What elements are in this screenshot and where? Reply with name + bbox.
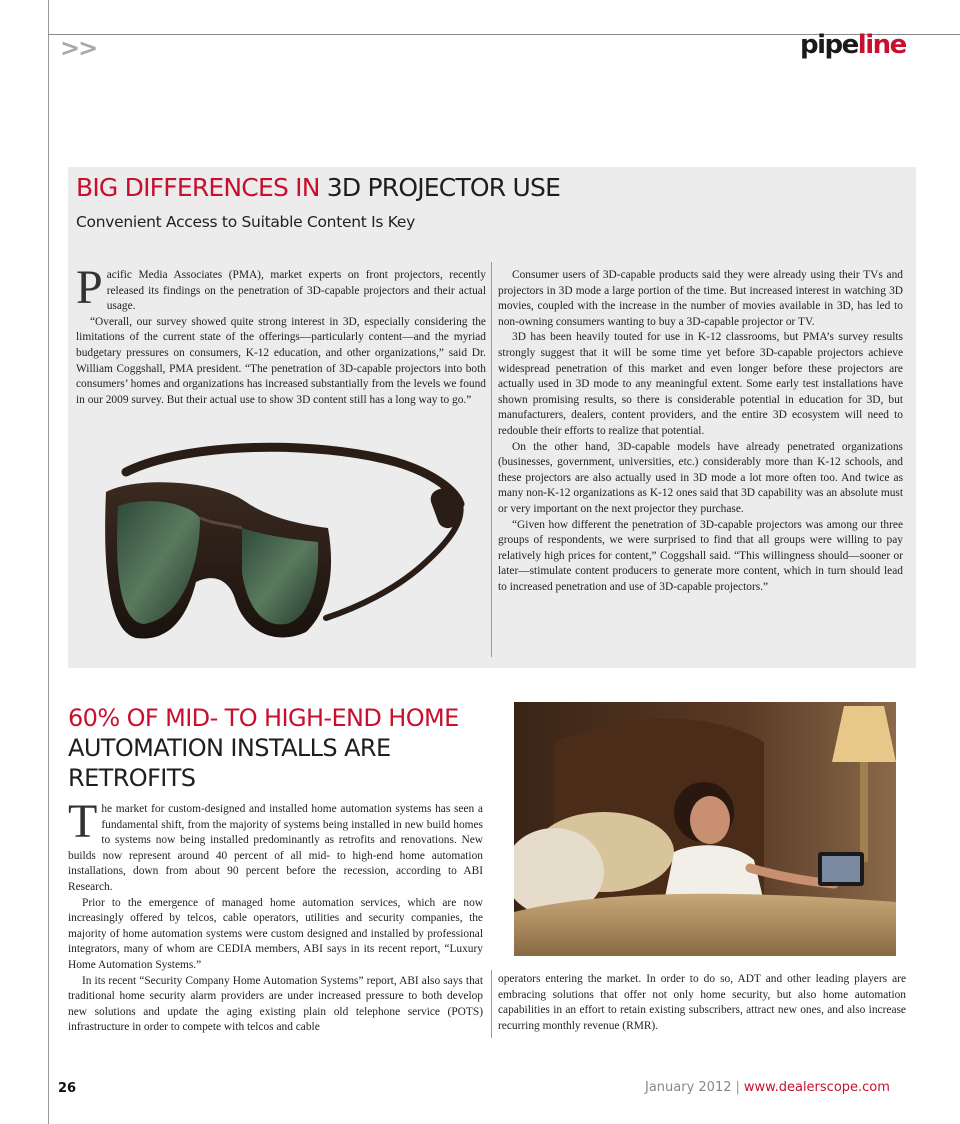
page-number: 26: [58, 1081, 77, 1096]
footer-separator: |: [735, 1080, 740, 1095]
article2-title-line-3: RETROFITS: [68, 764, 196, 792]
article2-paragraph: Prior to the emergence of managed home automation services, which are now increasingly offered by telcos, cable operators, utilities and security companies, the majority of home automation systems were custom designed and installed by professional integrators, many of whom are CEDIA members, ABI says in its recent report, “Luxury Home Automation Systems.”: [68, 896, 483, 971]
article1-paragraph-text: acific Media Associates (PMA), market experts on front projectors, recently released its findings on the penetration of 3D-capable projectors and their actual usage.: [106, 269, 486, 313]
article1-paragraph: “Overall, our survey showed quite strong interest in 3D, especially considering the limitations of the current state of the offerings—particularly content—and the myriad budgetary pressures on consumers, K-12 education, and other organizations,” said Dr. William Coggshall, PMA president. “The penetration of 3D-capable projectors into both consumers’ homes and organizations has increased substantially from the levels we found in our 2009 survey. But their actual use to show 3D content still has a long way to go.”: [76, 315, 486, 406]
3d-glasses-image: [96, 432, 481, 654]
article2-title-line-1: 60% OF MID- TO HIGH-END HOME: [68, 704, 459, 732]
article1-subtitle: Convenient Access to Suitable Content Is Key: [76, 213, 416, 231]
logo-part-pipe: pipe: [800, 30, 858, 60]
article2-paragraph: In its recent “Security Company Home Automation Systems” report, ABI also says that traditional home security alarm providers are under increased pressure to both develop new solutions and update the aging existing plain old telephone service (POTS) infrastructure in order to compete with telcos and cable: [68, 974, 483, 1034]
article2-paragraph: [68, 795, 483, 896]
article2-column-rule: [491, 970, 492, 1038]
article1-paragraph: 3D has been heavily touted for use in K-12 classrooms, but PMA’s survey results strongly suggest that it will be some time yet before 3D-capable projectors achieve widespread penetration of this market and even longer before these projectors are actually used in 3D mode to any meaningful extent. Some early test installations have shown promising results, so there is considerable potential in education for 3D, but manufacturers, dealers, content providers, and the entire 3D ecosystem will need to redouble their efforts to realize that potential.: [498, 331, 903, 437]
article2-title: [68, 703, 508, 793]
logo-part-line: line: [857, 30, 906, 60]
article1-column-2: [498, 268, 903, 595]
article1-paragraph: “Given how different the penetration of 3D-capable projectors was among our three groups of respondents, we were surprised to find that all groups were willing to pay relatively high prices for content,” Coggshall said. “This willingness should—sooner or later—stimulate content producers to generate more content, which in turn should lead to increased penetration and use of 3D-capable projectors.”: [498, 518, 903, 593]
section-chevrons: >>: [60, 34, 97, 62]
article2-paragraph-text: he market for custom-designed and installed home automation systems has seen a fundamental shift, from the majority of systems being installed in new build homes to systems now being installed predominantly as retrofits and renovations. New builds now represent around 40 percent of all mid- to high-end home automation installations, down from about 90 percent before the recession, according to ABI Research.: [68, 803, 483, 893]
pipeline-logo: [800, 30, 906, 60]
page-left-rule: [48, 0, 49, 1124]
article1-dropcap: P: [76, 261, 103, 314]
article1-paragraph: [76, 261, 486, 315]
footer-issue-date: January 2012: [645, 1080, 732, 1095]
article1-paragraph: Consumer users of 3D-capable products said they were already using their TVs and projectors in 3D mode a large portion of the time. But increased interest in watching 3D movies, coupled with the increase in the number of movies available in 3D, has led to non-owning consumers wanting to buy a 3D-capable projector or TV.: [498, 269, 903, 328]
footer-issue-line: [645, 1080, 890, 1095]
home-automation-photo: [514, 702, 896, 956]
article2-title-line-2: AUTOMATION INSTALLS ARE: [68, 734, 391, 762]
article1-paragraph: On the other hand, 3D-capable models have already penetrated organizations (businesses, government, universities, etc.) considerably more than K-12 schools, and these projectors are also actually used in 3D mode a lot more often too. And twice as many non-K-12 organizations as K-12 ones said that 3D capability was an absolute must or very important on the next projector they purchase.: [498, 440, 903, 515]
article1-title-dark: 3D PROJECTOR USE: [326, 173, 561, 202]
article1-column-1: [76, 261, 486, 408]
article1-title-red: BIG DIFFERENCES IN: [76, 173, 320, 202]
article2-dropcap: T: [68, 795, 98, 848]
article2-paragraph: operators entering the market. In order to do so, ADT and other leading players are embracing solutions that offer not only home security, but also home automation capabilities in an effort to retain existing subscribers, attract new ones, and also increase recurring monthly revenue (RMR).: [498, 973, 906, 1032]
article2-column-1: [68, 795, 483, 1036]
footer-url-link[interactable]: www.dealerscope.com: [743, 1080, 890, 1095]
article1-title: [76, 173, 560, 202]
article2-column-2: [498, 972, 906, 1034]
article1-column-rule: [491, 262, 492, 657]
